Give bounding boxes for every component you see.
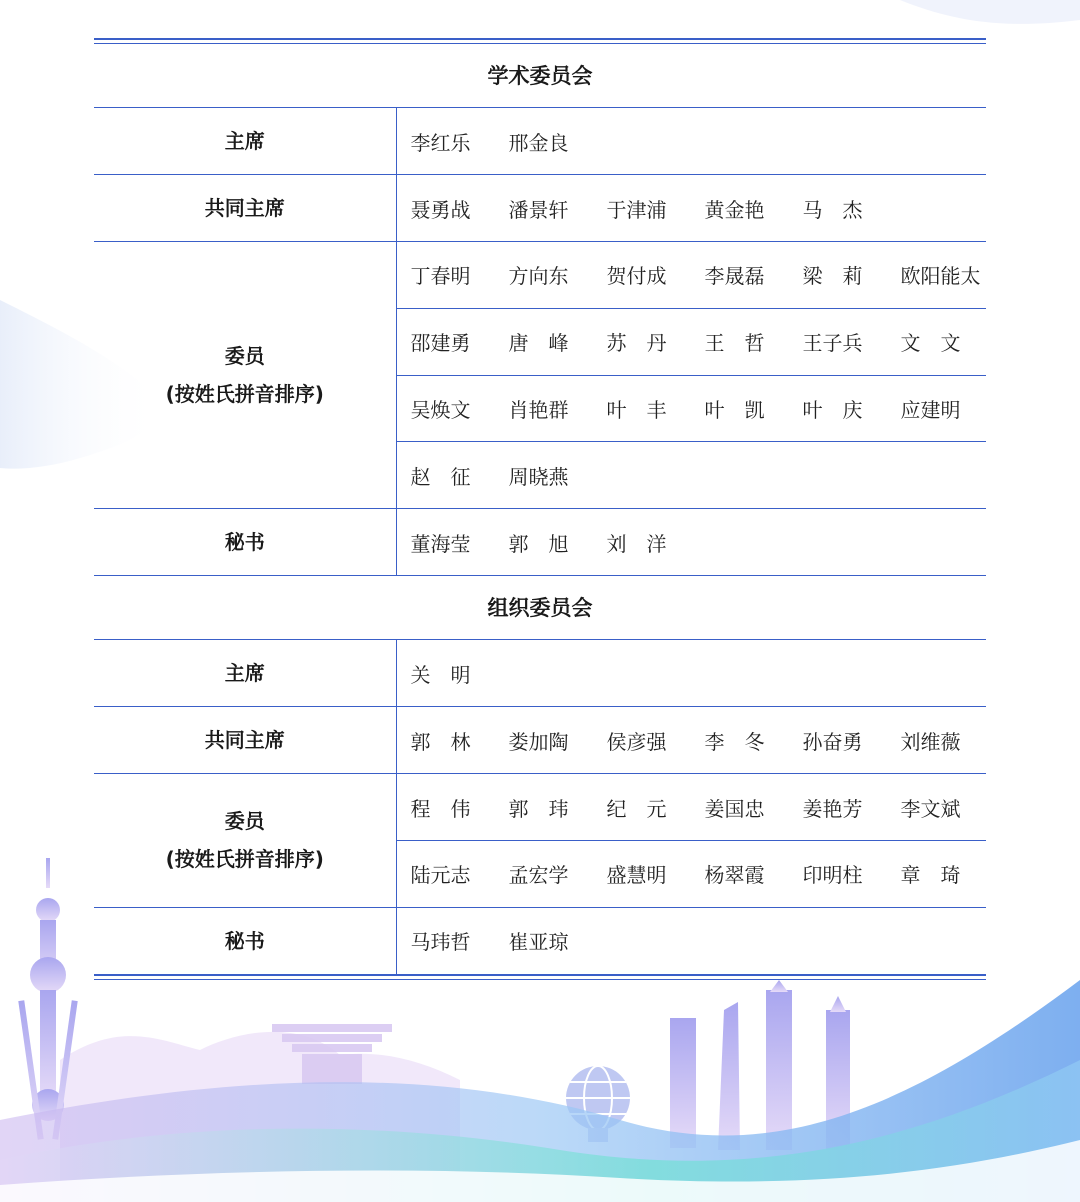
- member-name: 王子兵: [802, 331, 863, 356]
- member-name: 赵 征: [410, 464, 471, 489]
- members-sublabel: (按姓氏拼音排序): [165, 382, 324, 407]
- academic-cochair-row: [94, 175, 986, 242]
- member-name: 章 琦: [900, 863, 961, 888]
- academic-committee-title: 学术委员会: [94, 44, 986, 108]
- academic-members-row: [94, 242, 986, 309]
- member-name: 孙奋勇: [802, 729, 863, 754]
- member-name: 李 冬: [704, 729, 765, 754]
- member-name: 杨翠霞: [704, 863, 765, 888]
- member-name: 姜艳芳: [802, 796, 863, 821]
- member-name: 孟宏学: [508, 863, 569, 888]
- member-name: 娄加陶: [508, 729, 569, 754]
- academic-committee-table: [94, 108, 986, 576]
- member-name: 王 哲: [704, 331, 765, 356]
- member-name: 马玮哲: [410, 930, 471, 955]
- member-name: 关 明: [410, 662, 471, 687]
- member-name: 郭 玮: [508, 796, 569, 821]
- members-label: 委员: [224, 344, 265, 369]
- row-label: 主席: [94, 640, 396, 707]
- bottom-double-rule: [94, 974, 986, 980]
- row-label: [94, 242, 396, 509]
- member-name: 李红乐: [410, 130, 471, 155]
- committee-document: [94, 38, 986, 980]
- member-name: 苏 丹: [606, 331, 667, 356]
- organizing-cochair-row: [94, 707, 986, 774]
- member-name: 李文斌: [900, 796, 961, 821]
- member-name: 叶 丰: [606, 398, 667, 423]
- organizing-committee-title: 组织委员会: [94, 576, 986, 640]
- member-name: 欧阳能太: [900, 264, 981, 289]
- member-name: 马 杰: [802, 197, 863, 222]
- member-name: 于津浦: [606, 197, 667, 222]
- organizing-secretary-row: [94, 907, 986, 974]
- member-name: 姜国忠: [704, 796, 765, 821]
- member-name: 李晟磊: [704, 264, 765, 289]
- organizing-chair-row: [94, 640, 986, 707]
- member-name: 贺付成: [606, 264, 667, 289]
- academic-chair-row: [94, 108, 986, 175]
- row-label: 共同主席: [94, 707, 396, 774]
- member-name: 刘维薇: [900, 729, 961, 754]
- member-name: 应建明: [900, 398, 961, 423]
- member-name: 唐 峰: [508, 331, 569, 356]
- member-name: 崔亚琼: [508, 930, 569, 955]
- organizing-committee-table: [94, 640, 986, 974]
- member-name: 聂勇战: [410, 197, 471, 222]
- member-name: 文 文: [900, 331, 961, 356]
- organizing-members-row: [94, 774, 986, 841]
- row-label: 秘书: [94, 509, 396, 576]
- members-sublabel: (按姓氏拼音排序): [165, 847, 324, 872]
- member-name: 印明柱: [802, 863, 863, 888]
- row-label: 共同主席: [94, 175, 396, 242]
- member-name: 叶 凯: [704, 398, 765, 423]
- member-name: 梁 莉: [802, 264, 863, 289]
- member-name: 纪 元: [606, 796, 667, 821]
- member-name: 潘景轩: [508, 197, 569, 222]
- member-name: 郭 旭: [508, 531, 569, 556]
- member-name: 叶 庆: [802, 398, 863, 423]
- member-name: 董海莹: [410, 531, 471, 556]
- row-label: 主席: [94, 108, 396, 175]
- academic-secretary-row: [94, 509, 986, 576]
- member-name: 吴焕文: [410, 398, 471, 423]
- member-name: 黄金艳: [704, 197, 765, 222]
- member-name: 肖艳群: [508, 398, 569, 423]
- top-right-mist-shape: [900, 0, 1080, 24]
- member-name: 盛慧明: [606, 863, 667, 888]
- member-name: 丁春明: [410, 264, 471, 289]
- member-name: 侯彦强: [606, 729, 667, 754]
- row-label: [94, 774, 396, 908]
- member-name: 程 伟: [410, 796, 471, 821]
- member-name: 周晓燕: [508, 464, 569, 489]
- member-name: 陆元志: [410, 863, 471, 888]
- member-name: 邢金良: [508, 130, 569, 155]
- members-label: 委员: [224, 809, 265, 834]
- member-name: 郭 林: [410, 729, 471, 754]
- member-name: 邵建勇: [410, 331, 471, 356]
- member-name: 刘 洋: [606, 531, 667, 556]
- row-label: 秘书: [94, 907, 396, 974]
- member-name: 方向东: [508, 264, 569, 289]
